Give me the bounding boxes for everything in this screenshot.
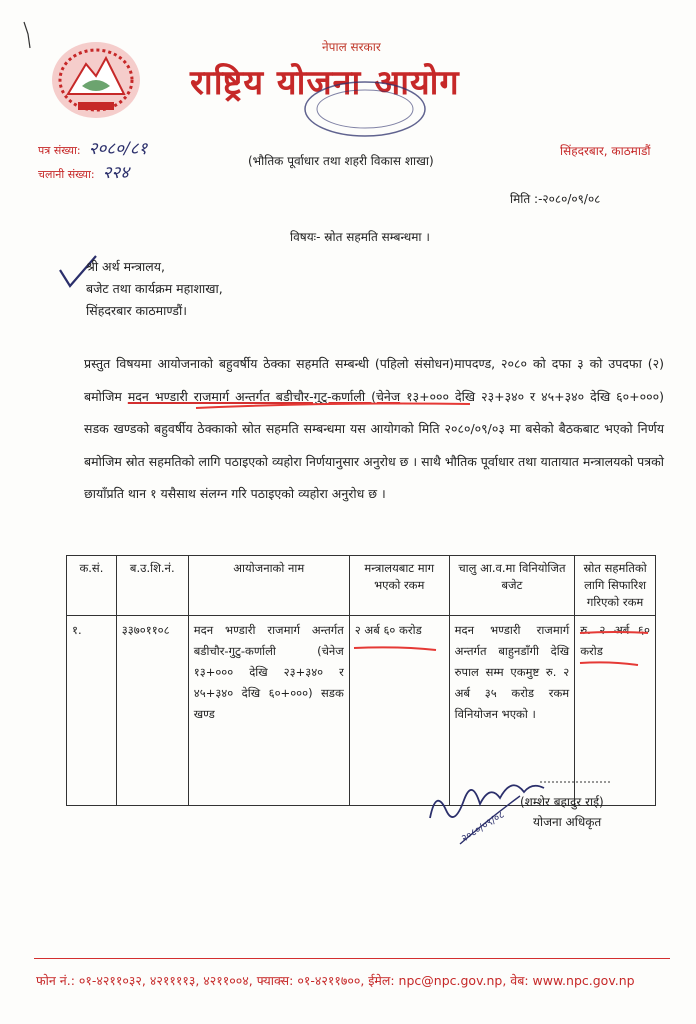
cell-project: मदन भण्डारी राजमार्ग अन्तर्गत बडीचौर-गुटु-कर्णाली (चेनेज १३+००० देखि २३+३४० र ४५+३४० देखि ६०+०००) सडक खण्ड	[188, 616, 349, 806]
header-requested-amount: मन्त्रालयबाट माग भएको रकम	[349, 556, 449, 616]
body-highlighted-project: मदन भण्डारी राजमार्ग अन्तर्गत बडीचौर-गुटु-कर्णाली (चेनेज	[127, 388, 401, 404]
letter-no-label: पत्र संख्या:	[38, 144, 81, 157]
nepal-emblem-icon	[48, 36, 144, 120]
footer-contact: फोन नं.: ०१-४२११०३२, ४२११११३, ४२११००४, फ्याक्स: ०१-४२११७००, ईमेल: npc@npc.gov.np, वेब: www.npc.gov.np	[36, 973, 635, 988]
signer-title: योजना अधिकृत	[533, 815, 602, 829]
cell-requested: २ अर्ब ६० करोड	[349, 616, 449, 806]
subject-line: विषयः- स्रोत सहमति सम्बन्धमा ।	[290, 230, 430, 244]
government-label: नेपाल सरकार	[322, 40, 381, 54]
organization-name: राष्ट्रिय योजना आयोग	[190, 63, 460, 103]
recipient-line-3: सिंहदरबार काठमाण्डौं।	[86, 303, 187, 318]
branch-name: (भौतिक पूर्वाधार तथा शहरी विकास शाखा)	[248, 154, 434, 168]
signer-name: (शम्शेर बहादुर राई)	[520, 795, 604, 809]
cell-serial: १.	[67, 616, 117, 806]
letter-date: मिति :-२०८०/०९/०८	[510, 192, 601, 206]
header-serial: क.सं.	[67, 556, 117, 616]
recipient-line-2: बजेट तथा कार्यक्रम महाशाखा,	[86, 281, 223, 296]
letter-no-value: २०८०/८१	[88, 139, 148, 159]
office-seal-stamp	[300, 78, 430, 140]
cell-allocated: मदन भण्डारी राजमार्ग अन्तर्गत बाहुनडाँगी देखि रुपाल सम्म एकमुष्ट रु. २ अर्ब ३५ करोड रकम विनियोजन भएको ।	[449, 616, 575, 806]
table-header-row	[67, 556, 656, 616]
header-budget-code: ब.उ.शि.नं.	[116, 556, 188, 616]
pen-mark	[20, 20, 34, 50]
header-recommended-amount: स्रोत सहमतिको लागि सिफारिश गरिएको रकम	[575, 556, 656, 616]
cell-recommended: रु. २ अर्ब ६० करोड	[575, 616, 656, 806]
dispatch-no-value: २२४	[102, 163, 130, 183]
dispatch-no-label: चलानी संख्या:	[38, 168, 95, 181]
recipient-line-1: श्री अर्थ मन्त्रालय,	[86, 259, 165, 274]
header-project-name: आयोजनाको नाम	[188, 556, 349, 616]
letter-body	[84, 348, 664, 511]
signature-date: २०८०/०९/०८	[459, 809, 507, 845]
office-address: सिंहदरबार, काठमाडौं	[560, 144, 651, 158]
cell-budget-code: ३३७०११०८	[116, 616, 188, 806]
header-allocated-budget: चालु आ.व.मा विनियोजित बजेट	[449, 556, 575, 616]
body-text-part-1: प्रस्तुत विषयमा आयोजनाको बहुवर्षीय ठेक्का सहमति सम्बन्धी (पहिलो संसोधन)मापदण्ड, २०८० को दफा ३ को उपदफा (२) बमोजिम	[84, 356, 664, 404]
body-text-part-2: १३+००० देखि २३+३४० र ४५+३४० देखि ६०+०००) सडक खण्डको बहुवर्षीय ठेक्काको स्रोत सहमति सम्बन्धमा यस आयोगको मिति २०८०/०९/०३ मा बसेको बैठकबाट भएको निर्णय बमोजिम स्रोत सहमतिको लागि पठाइएको व्यहोरा निर्णयानुसार अनुरोध छ । साथै भौतिक पूर्वाधार तथा यातायात मन्त्रालयको पत्रको छायाँप्रति थान १ यसैसाथ संलग्न गरि पठाइएको व्यहोरा अनुरोध छ ।	[84, 388, 664, 501]
footer-divider	[34, 958, 670, 959]
reference-numbers	[38, 138, 147, 186]
recipient-address	[86, 256, 223, 322]
